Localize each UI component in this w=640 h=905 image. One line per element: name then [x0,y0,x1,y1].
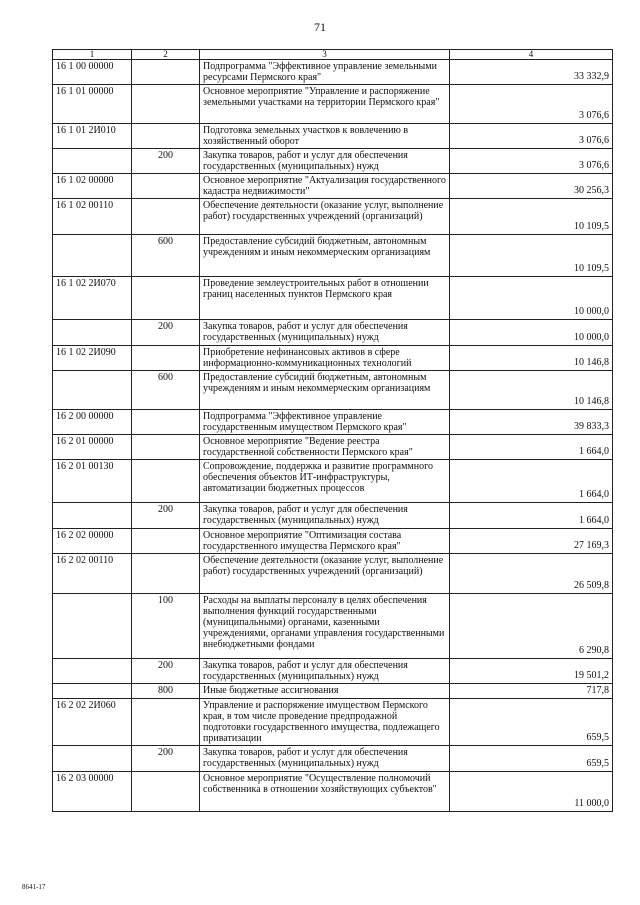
row-expense-type: 100 [132,594,200,659]
row-code [53,371,132,410]
row-code [53,235,132,277]
row-expense-type [132,529,200,554]
row-code: 16 1 02 2И090 [53,346,132,371]
table-row [53,746,613,772]
row-name: Обеспечение деятельности (оказание услуг, выполнение работ) государственных учреждений (организаций) [200,199,450,235]
row-name: Основное мероприятие "Оптимизация состава государственного имущества Пермского края" [200,529,450,554]
row-amount: 717,8 [450,684,613,699]
row-name: Предоставление субсидий бюджетным, автономным учреждениям и иным некоммерческим организациям [200,235,450,277]
row-expense-type: 200 [132,746,200,772]
row-name: Проведение землеустроительных работ в отношении границ населенных пунктов Пермского края [200,277,450,320]
row-expense-type [132,277,200,320]
table-row [53,149,613,174]
row-name: Предоставление субсидий бюджетным, автономным учреждениям и иным некоммерческим организациям [200,371,450,410]
table-row [53,174,613,199]
row-code: 16 1 02 00110 [53,199,132,235]
row-name: Основное мероприятие "Ведение реестра государственной собственности Пермского края" [200,435,450,460]
row-code [53,149,132,174]
row-code [53,746,132,772]
row-expense-type: 200 [132,320,200,346]
table-row [53,235,613,277]
table-row [53,772,613,812]
row-amount: 39 833,3 [450,410,613,435]
row-expense-type [132,460,200,503]
table-row [53,371,613,410]
table-row [53,346,613,371]
row-expense-type [132,772,200,812]
row-amount: 1 664,0 [450,503,613,529]
table-row [53,277,613,320]
column-header: 2 [132,50,200,60]
row-amount: 3 076,6 [450,149,613,174]
table-row [53,460,613,503]
table-row [53,684,613,699]
table-row [53,199,613,235]
row-amount: 10 109,5 [450,235,613,277]
row-name: Основное мероприятие "Актуализация государственного кадастра недвижимости" [200,174,450,199]
table-row [53,124,613,149]
row-name: Управление и распоряжение имуществом Пермского края, в том числе проведение предпродажной подготовки государственного имущества, подлежащего приватизации [200,699,450,746]
row-amount: 1 664,0 [450,460,613,503]
row-amount: 3 076,6 [450,124,613,149]
column-header: 4 [450,50,613,60]
row-expense-type [132,60,200,85]
row-code: 16 2 02 00000 [53,529,132,554]
row-amount: 10 146,8 [450,346,613,371]
row-code: 16 1 02 00000 [53,174,132,199]
table-row [53,435,613,460]
table-row [53,554,613,594]
footer-code: 8641-17 [22,883,46,891]
table-header [53,50,613,60]
row-name: Подпрограмма "Эффективное управление земельными ресурсами Пермского края" [200,60,450,85]
column-header: 3 [200,50,450,60]
row-code: 16 1 01 00000 [53,85,132,124]
row-code: 16 1 00 00000 [53,60,132,85]
row-amount: 3 076,6 [450,85,613,124]
table-row [53,60,613,85]
row-code: 16 2 01 00130 [53,460,132,503]
row-name: Основное мероприятие "Осуществление полномочий собственника в отношении хозяйствующих субъектов" [200,772,450,812]
table-row [53,529,613,554]
row-expense-type: 600 [132,235,200,277]
row-code [53,594,132,659]
table-row [53,594,613,659]
table-row [53,85,613,124]
budget-table [52,49,613,812]
row-expense-type [132,410,200,435]
column-header: 1 [53,50,132,60]
row-name: Закупка товаров, работ и услуг для обеспечения государственных (муниципальных) нужд [200,659,450,684]
row-code: 16 2 01 00000 [53,435,132,460]
row-code: 16 1 02 2И070 [53,277,132,320]
row-code: 16 2 00 00000 [53,410,132,435]
row-code: 16 2 03 00000 [53,772,132,812]
row-expense-type [132,124,200,149]
table-row [53,410,613,435]
row-expense-type: 200 [132,659,200,684]
row-name: Закупка товаров, работ и услуг для обеспечения государственных (муниципальных) нужд [200,149,450,174]
row-amount: 11 000,0 [450,772,613,812]
row-expense-type: 600 [132,371,200,410]
row-amount: 659,5 [450,699,613,746]
row-code: 16 1 01 2И010 [53,124,132,149]
row-expense-type [132,435,200,460]
row-name: Расходы на выплаты персоналу в целях обеспечения выполнения функций государственными (муниципальными) органами, казенными учреждениями, органами управления государственными внебюджетными фондами [200,594,450,659]
row-name: Закупка товаров, работ и услуг для обеспечения государственных (муниципальных) нужд [200,746,450,772]
page-number: 71 [314,20,326,34]
row-amount: 10 000,0 [450,277,613,320]
row-amount: 33 332,9 [450,60,613,85]
row-expense-type [132,174,200,199]
row-code [53,659,132,684]
row-expense-type: 200 [132,149,200,174]
row-name: Приобретение нефинансовых активов в сфере информационно-коммуникационных технологий [200,346,450,371]
row-expense-type [132,554,200,594]
row-name: Закупка товаров, работ и услуг для обеспечения государственных (муниципальных) нужд [200,320,450,346]
row-amount: 10 146,8 [450,371,613,410]
table-body [53,60,613,812]
row-amount: 10 109,5 [450,199,613,235]
row-expense-type [132,346,200,371]
row-name: Подпрограмма "Эффективное управление государственным имуществом Пермского края" [200,410,450,435]
row-expense-type [132,699,200,746]
row-name: Сопровождение, поддержка и развитие программного обеспечения объектов ИТ-инфраструктуры, автоматизации бюджетных процессов [200,460,450,503]
row-amount: 26 509,8 [450,554,613,594]
row-name: Подготовка земельных участков к вовлечению в хозяйственный оборот [200,124,450,149]
row-name: Основное мероприятие "Управление и распоряжение земельными участками на территории Пермского края" [200,85,450,124]
table-row [53,699,613,746]
row-name: Обеспечение деятельности (оказание услуг, выполнение работ) государственных учреждений (организаций) [200,554,450,594]
table-row [53,503,613,529]
row-amount: 6 290,8 [450,594,613,659]
row-expense-type [132,199,200,235]
row-amount: 1 664,0 [450,435,613,460]
table-row [53,659,613,684]
row-expense-type: 800 [132,684,200,699]
row-amount: 10 000,0 [450,320,613,346]
row-amount: 30 256,3 [450,174,613,199]
row-code: 16 2 02 2И060 [53,699,132,746]
row-amount: 27 169,3 [450,529,613,554]
row-code [53,320,132,346]
row-code [53,503,132,529]
table-row [53,320,613,346]
row-name: Закупка товаров, работ и услуг для обеспечения государственных (муниципальных) нужд [200,503,450,529]
row-expense-type: 200 [132,503,200,529]
row-code [53,684,132,699]
row-name: Иные бюджетные ассигнования [200,684,450,699]
row-amount: 19 501,2 [450,659,613,684]
row-code: 16 2 02 00110 [53,554,132,594]
row-amount: 659,5 [450,746,613,772]
row-expense-type [132,85,200,124]
